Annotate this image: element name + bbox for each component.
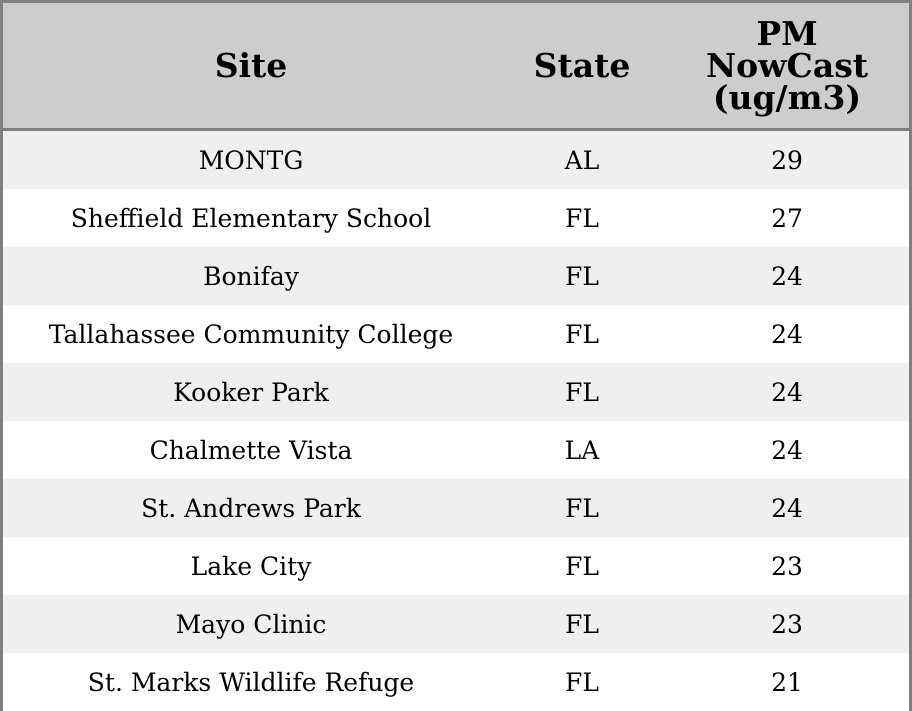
- pm-cell: 29: [771, 145, 803, 175]
- table-row: [3, 247, 909, 305]
- header-state-label: State: [533, 45, 631, 85]
- table-row: [3, 131, 909, 189]
- pm-cell: 27: [771, 203, 803, 233]
- site-cell: St. Andrews Park: [141, 493, 361, 523]
- site-cell: St. Marks Wildlife Refuge: [87, 667, 415, 697]
- state-cell: AL: [564, 145, 600, 175]
- state-cell: FL: [565, 203, 599, 233]
- site-cell: Chalmette Vista: [149, 435, 353, 465]
- pm-cell: 23: [771, 551, 803, 581]
- state-cell: FL: [565, 551, 599, 581]
- pm-cell: 21: [771, 667, 803, 697]
- state-cell: FL: [565, 609, 599, 639]
- header-pm-nowcast: [665, 3, 909, 128]
- site-cell: Mayo Clinic: [175, 609, 327, 639]
- header-site: [3, 3, 499, 128]
- table-row: [3, 363, 909, 421]
- state-cell: FL: [565, 261, 599, 291]
- site-cell: Tallahassee Community College: [48, 319, 454, 349]
- table-row: [3, 595, 909, 653]
- pm-cell: 24: [771, 435, 803, 465]
- table-row: [3, 479, 909, 537]
- state-cell: FL: [565, 377, 599, 407]
- site-cell: MONTG: [198, 145, 304, 175]
- state-cell: FL: [565, 667, 599, 697]
- site-cell: Bonifay: [203, 261, 299, 291]
- table-header-row: [3, 3, 909, 131]
- pm-cell: 23: [771, 609, 803, 639]
- site-cell: Lake City: [190, 551, 312, 581]
- header-state: [499, 3, 665, 128]
- pm-cell: 24: [771, 319, 803, 349]
- state-cell: LA: [564, 435, 600, 465]
- header-pm-line-2: NowCast: [705, 45, 869, 85]
- table-row: [3, 653, 909, 711]
- site-cell: Kooker Park: [173, 377, 329, 407]
- table-row: [3, 421, 909, 479]
- pm-cell: 24: [771, 493, 803, 523]
- state-cell: FL: [565, 319, 599, 349]
- site-cell: Sheffield Elementary School: [70, 203, 432, 233]
- header-pm-line-3: (ug/m3): [712, 77, 862, 117]
- header-site-label: Site: [214, 45, 288, 85]
- header-pm-line-1: PM: [756, 13, 818, 53]
- pm-cell: 24: [771, 261, 803, 291]
- state-cell: FL: [565, 493, 599, 523]
- table-row: [3, 537, 909, 595]
- pm-cell: 24: [771, 377, 803, 407]
- table-row: [3, 305, 909, 363]
- header-pm-label: [705, 13, 869, 117]
- table-body: [3, 131, 909, 708]
- table-row: [3, 189, 909, 247]
